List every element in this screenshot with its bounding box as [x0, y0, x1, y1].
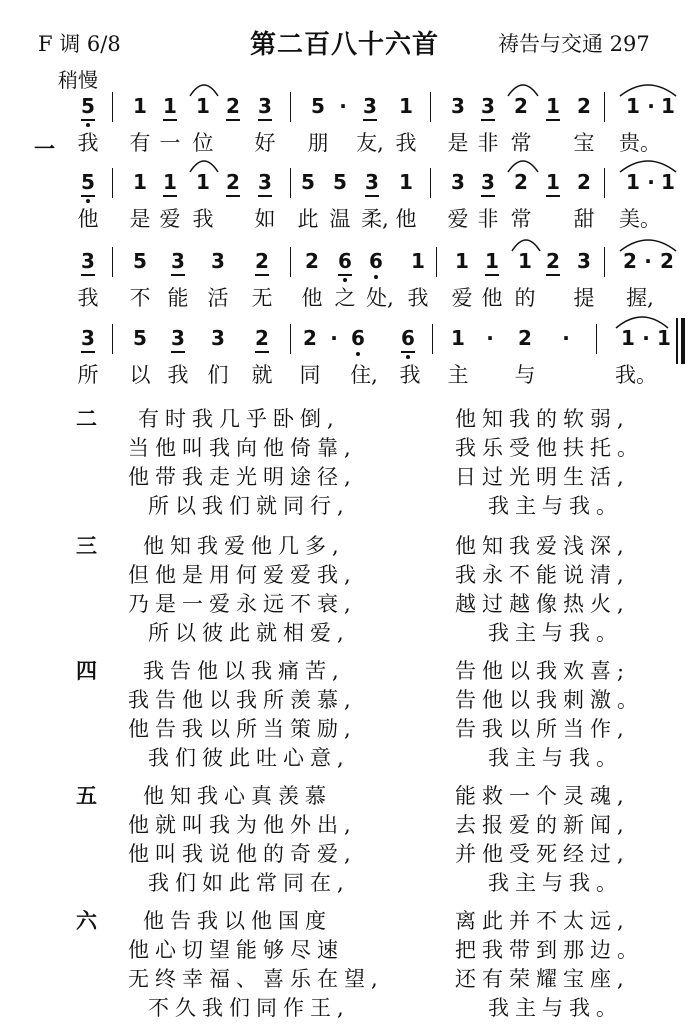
lyric-syllable: 不: [129, 286, 151, 310]
note-underline: [481, 119, 495, 121]
score-note: ·: [330, 326, 338, 350]
verse-line-left: 他带我走光明途径,: [128, 465, 357, 489]
verse-line-left: 他知我心真羡慕: [143, 784, 332, 808]
note-underline: [258, 119, 272, 121]
verse-line-left: 他知我爱他几多,: [143, 534, 345, 558]
verse-line-left: 无终幸福、喜乐在望,: [128, 967, 384, 991]
note-underline: [81, 195, 95, 197]
lyric-syllable: 他: [395, 207, 417, 231]
verse-line-left: 但他是用何爱爱我,: [128, 563, 357, 587]
score-note: 2: [577, 170, 591, 194]
verse-line-left: 他就叫我为他外出,: [128, 813, 357, 837]
score-note: 1: [133, 170, 147, 194]
slur-mark: [507, 235, 545, 253]
verse-number: 五: [76, 783, 97, 808]
note-underline: [258, 195, 272, 197]
score-note: 1: [133, 94, 147, 118]
bar-line: [436, 247, 437, 277]
lyric-syllable: 常: [510, 207, 532, 231]
lyric-syllable: 同: [299, 363, 321, 387]
score-note: ·: [486, 326, 494, 350]
score-note: 1: [399, 94, 413, 118]
score-note: 1: [196, 170, 210, 194]
verse-line-right: 我主与我。: [488, 746, 623, 770]
lyric-syllable: 有: [129, 131, 151, 155]
score-note: 2: [546, 249, 560, 273]
verse-line-left: 有时我几乎卧倒,: [138, 407, 340, 431]
score-note: 1: [626, 94, 640, 118]
hymn-title: 第二百八十六首: [250, 30, 440, 60]
score-note: 5: [301, 170, 315, 194]
lyric-syllable: 非: [477, 207, 499, 231]
verse-line-right: 日过光明生活,: [455, 465, 630, 489]
bar-line: [290, 247, 291, 277]
lyric-syllable: 我: [167, 363, 189, 387]
score-note: 3: [171, 249, 185, 273]
score-note: 3: [451, 94, 465, 118]
verse-line-right: 我主与我。: [488, 494, 623, 518]
score-note: 3: [171, 326, 185, 350]
verse-line-right: 我主与我。: [488, 996, 623, 1020]
score-note: 2: [303, 326, 317, 350]
lyric-syllable: 友,: [356, 131, 384, 155]
score-note: 3: [365, 170, 379, 194]
bar-line: [290, 168, 291, 198]
score-note: 1: [661, 170, 675, 194]
lyric-syllable: 能: [167, 286, 189, 310]
lyric-syllable: 与: [514, 363, 536, 387]
bar-line: [112, 247, 113, 277]
slur-mark: [615, 156, 681, 174]
verse-line-left: 不久我们同作王,: [148, 996, 350, 1020]
note-underline: [171, 274, 185, 276]
score-note: 2: [255, 249, 269, 273]
lyric-syllable: 们: [207, 363, 229, 387]
lyric-syllable: 我: [192, 207, 214, 231]
lyric-syllable: 提: [573, 286, 595, 310]
verse-line-right: 他知我的软弱,: [455, 407, 630, 431]
note-underline: [546, 119, 560, 121]
verse-line-right: 去报爱的新闻,: [455, 813, 630, 837]
lyric-syllable: 爱: [447, 207, 469, 231]
note-underline: [163, 195, 177, 197]
hymn-category: 祷告与交通 297: [498, 32, 650, 56]
score-note: 2: [514, 170, 528, 194]
lyric-syllable: 是: [129, 207, 151, 231]
note-underline: [171, 351, 185, 353]
note-underline: [481, 195, 495, 197]
score-note: 5: [133, 326, 147, 350]
score-note: 6: [369, 249, 383, 273]
note-underline: [546, 274, 560, 276]
slur-mark: [503, 80, 543, 98]
verse-line-right: 还有荣耀宝座,: [455, 967, 630, 991]
note-underline: [365, 195, 379, 197]
score-note: 3: [211, 249, 225, 273]
score-note: 3: [81, 249, 95, 273]
score-note: 5: [333, 170, 347, 194]
slur-mark: [615, 235, 681, 253]
bar-line: [430, 168, 431, 198]
verse-line-left: 他告我以所当策励,: [128, 717, 357, 741]
score-note: 5: [133, 249, 147, 273]
verse-line-left: 当他叫我向他倚靠,: [128, 436, 357, 460]
note-underline: [163, 119, 177, 121]
verse-line-right: 离此并不太远,: [455, 909, 630, 933]
verse-number: 三: [76, 533, 97, 558]
lyric-syllable: 他: [481, 286, 503, 310]
score-note: ·: [644, 249, 652, 273]
bar-line: [430, 92, 431, 122]
verse-line-left: 他告我以他国度: [143, 909, 332, 933]
note-underline: [255, 274, 269, 276]
score-note: 1: [546, 94, 560, 118]
score-note: 1: [546, 170, 560, 194]
lyric-syllable: 此: [297, 207, 319, 231]
score-note: 2: [226, 94, 240, 118]
lyric-syllable: 好: [254, 131, 276, 155]
note-underline: [363, 119, 377, 121]
lyric-syllable: 处,: [366, 286, 394, 310]
lyric-syllable: 是: [447, 131, 469, 155]
final-bar-line: [681, 318, 685, 364]
note-underline: [81, 119, 95, 121]
score-note: 6: [351, 326, 365, 350]
octave-dot: [343, 278, 347, 282]
note-underline: [255, 351, 269, 353]
octave-dot: [86, 123, 90, 127]
lyric-syllable: 温: [329, 207, 351, 231]
bar-line: [604, 247, 605, 277]
score-note: 3: [258, 94, 272, 118]
lyric-syllable: 以: [129, 363, 151, 387]
score-note: 2: [226, 170, 240, 194]
verse-line-left: 所以我们就同行,: [148, 494, 350, 518]
score-note: 1: [626, 170, 640, 194]
score-note: 1: [196, 94, 210, 118]
score-note: ·: [647, 94, 655, 118]
verse-line-right: 告我以所当作,: [455, 717, 630, 741]
verse-line-right: 并他受死经过,: [455, 842, 630, 866]
note-underline: [81, 274, 95, 276]
lyric-syllable: 他: [301, 286, 323, 310]
octave-dot: [374, 275, 378, 279]
score-note: 6: [338, 249, 352, 273]
verse-line-right: 我主与我。: [488, 621, 623, 645]
score-note: 3: [451, 170, 465, 194]
verse-line-right: 我主与我。: [488, 871, 623, 895]
score-note: 1: [399, 170, 413, 194]
verse-line-right: 能救一个灵魂,: [455, 784, 630, 808]
slur-mark: [615, 80, 681, 98]
score-note: 2: [514, 94, 528, 118]
lyric-syllable: 所: [77, 363, 99, 387]
score-note: ·: [562, 326, 570, 350]
note-underline: [226, 119, 240, 121]
verse-line-right: 他知我爱浅深,: [455, 534, 630, 558]
lyric-syllable: 我: [395, 131, 417, 155]
lyric-syllable: 我: [407, 286, 429, 310]
lyric-syllable: 主: [447, 363, 469, 387]
verse-line-left: 乃是一爱永远不衰,: [128, 592, 357, 616]
verse-line-left: 我告他以我痛苦,: [143, 659, 345, 683]
bar-line: [596, 324, 597, 354]
score-note: 3: [481, 94, 495, 118]
lyric-syllable: 朋: [307, 131, 329, 155]
octave-dot: [86, 199, 90, 203]
lyric-syllable: 非: [477, 131, 499, 155]
score-note: 1: [163, 170, 177, 194]
score-note: 3: [258, 170, 272, 194]
lyric-syllable: 爱: [451, 286, 473, 310]
score-note: 3: [81, 326, 95, 350]
lyric-syllable: 无: [251, 286, 273, 310]
score-note: 3: [481, 170, 495, 194]
score-note: 1: [455, 249, 469, 273]
lyric-syllable: 常: [510, 131, 532, 155]
lyric-syllable: 握,: [626, 286, 654, 310]
verse-number: 二: [76, 406, 97, 431]
lyric-syllable: 柔,: [361, 207, 389, 231]
key-signature: F 调 6/8: [38, 32, 121, 56]
lyric-syllable: 住,: [350, 363, 378, 387]
verse-line-right: 我永不能说清,: [455, 563, 630, 587]
score-note: 1: [411, 249, 425, 273]
bar-line: [112, 324, 113, 354]
verse-line-left: 他叫我说他的奇爱,: [128, 842, 357, 866]
score-note: 3: [577, 249, 591, 273]
score-note: 3: [211, 326, 225, 350]
verse-line-left: 他心切望能够尽速: [128, 938, 344, 962]
verse-line-right: 我乐受他扶托。: [455, 436, 644, 460]
score-note: 6: [401, 326, 415, 350]
lyric-syllable: 我: [399, 363, 421, 387]
score-note: ·: [642, 326, 650, 350]
bar-line: [290, 324, 291, 354]
lyric-syllable: 甜: [573, 207, 595, 231]
slur-mark: [503, 156, 543, 174]
score-note: 1: [657, 326, 671, 350]
lyric-syllable: 我: [77, 131, 99, 155]
lyric-syllable: 我。: [615, 363, 657, 387]
slur-mark: [185, 156, 223, 174]
note-underline: [81, 351, 95, 353]
score-note: 2: [305, 249, 319, 273]
lyric-syllable: 一: [159, 131, 181, 155]
lyric-syllable: 之: [334, 286, 356, 310]
verse-line-right: 越过越像热火,: [455, 592, 630, 616]
lyric-syllable: 他: [77, 207, 99, 231]
score-note: 1: [451, 326, 465, 350]
note-underline: [546, 195, 560, 197]
lyric-syllable: 如: [254, 207, 276, 231]
verse-number: 四: [76, 658, 97, 683]
score-note: 2: [660, 249, 674, 273]
verse-line-left: 我告他以我所羡慕,: [128, 688, 357, 712]
lyric-syllable: 活: [207, 286, 229, 310]
score-note: 2: [623, 249, 637, 273]
score-note: 1: [163, 94, 177, 118]
verse-line-left: 所以彼此就相爱,: [148, 621, 350, 645]
bar-line: [432, 324, 433, 354]
note-underline: [338, 274, 352, 276]
lyric-syllable: 宝: [573, 131, 595, 155]
bar-line: [112, 168, 113, 198]
verse-number: 六: [76, 908, 97, 933]
bar-line: [290, 92, 291, 122]
score-note: 2: [255, 326, 269, 350]
score-note: 5: [81, 170, 95, 194]
octave-dot: [406, 355, 410, 359]
bar-line: [604, 168, 605, 198]
verse-line-left: 我们如此常同在,: [148, 871, 350, 895]
score-note: 3: [363, 94, 377, 118]
lyric-syllable: 我: [77, 286, 99, 310]
lyric-syllable: 的: [514, 286, 536, 310]
score-note: 2: [518, 326, 532, 350]
verse-line-right: 告他以我刺激。: [455, 688, 644, 712]
score-note: 1: [485, 249, 499, 273]
tempo-marking: 稍慢: [58, 68, 98, 92]
final-bar-line: [676, 318, 678, 364]
bar-line: [604, 92, 605, 122]
lyric-syllable: 贵。: [619, 131, 661, 155]
score-note: 1: [621, 326, 635, 350]
slur-mark: [611, 312, 673, 330]
score-note: ·: [339, 94, 347, 118]
score-note: ·: [647, 170, 655, 194]
lyric-syllable: 爱: [159, 207, 181, 231]
score-note: 5: [311, 94, 325, 118]
note-underline: [401, 351, 415, 353]
slur-mark: [185, 80, 223, 98]
score-note: 1: [518, 249, 532, 273]
verse-line-right: 告他以我欢喜;: [455, 659, 631, 683]
verse-number: 一: [34, 136, 55, 161]
bar-line: [112, 92, 113, 122]
verse-line-right: 把我带到那边。: [455, 938, 644, 962]
lyric-syllable: 就: [251, 363, 273, 387]
score-note: 1: [661, 94, 675, 118]
verse-line-left: 我们彼此吐心意,: [148, 746, 350, 770]
score-note: 2: [577, 94, 591, 118]
lyric-syllable: 美。: [619, 207, 661, 231]
score-note: 5: [81, 94, 95, 118]
lyric-syllable: 位: [192, 131, 214, 155]
octave-dot: [356, 352, 360, 356]
note-underline: [485, 274, 499, 276]
note-underline: [226, 195, 240, 197]
